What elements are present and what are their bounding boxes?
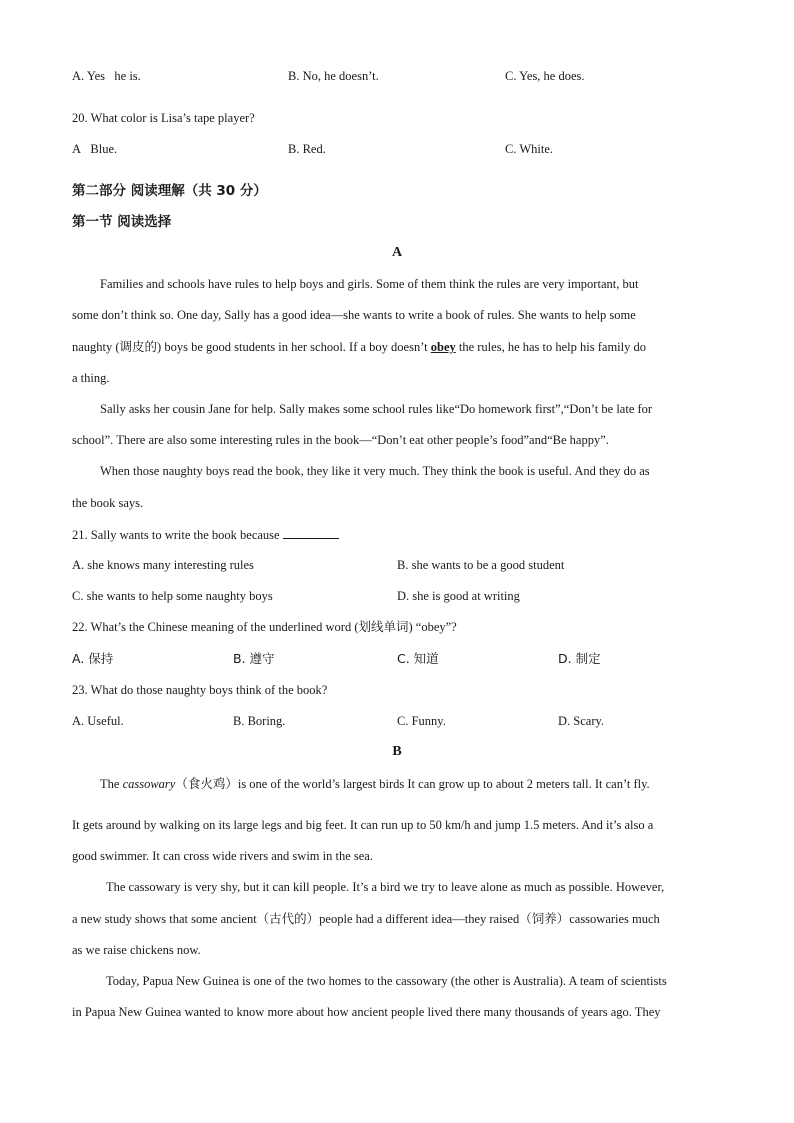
q21-option-d: D. she is good at writing <box>397 589 520 603</box>
q22-option-a: A. 保持 <box>72 651 114 666</box>
passage-b-line: The cassowary is very shy, but it can kill people. It’s a bird we try to leave alone as much as possible. However, <box>106 880 665 894</box>
section1-title: 第一节 阅读选择 <box>72 214 172 230</box>
passage-a-line: Families and schools have rules to help boys and girls. Some of them think the rules are very important, but <box>100 277 639 291</box>
passage-b-line: It gets around by walking on its large legs and big feet. It can run up to 50 km/h and jump 1.5 meters. And it’s also a <box>72 818 654 832</box>
passage-a-line: When those naughty boys read the book, they like it very much. They think the book is useful. And they do as <box>100 464 650 478</box>
q20-option-b: B. Red. <box>288 142 326 156</box>
q22-option-d: D. 制定 <box>558 651 601 666</box>
q19-option-c: C. Yes, he does. <box>505 69 585 83</box>
q23-option-c: C. Funny. <box>397 714 446 728</box>
italic-word-cassowary: cassowary <box>122 777 176 791</box>
part2-title: 第二部分 阅读理解（共 30 分） <box>72 183 267 199</box>
q21-option-b: B. she wants to be a good student <box>397 558 565 572</box>
passage-b-line: a new study shows that some ancient（古代的）people had a different idea—they raised（饲养）cassowaries much <box>72 912 660 926</box>
q23-option-d: D. Scary. <box>558 714 605 728</box>
q20-question: 20. What color is Lisa’s tape player? <box>72 111 255 125</box>
passage-b-line: Today, Papua New Guinea is one of the two homes to the cassowary (the other is Australia). A team of scientists <box>106 974 667 988</box>
underlined-word-obey: obey <box>430 340 456 354</box>
q22-option-c: C. 知道 <box>397 651 439 666</box>
q19-option-b: B. No, he doesn’t. <box>288 69 379 83</box>
passage-a-line: Sally asks her cousin Jane for help. Sally makes some school rules like“Do homework first”,“Don’t be late for <box>100 402 653 416</box>
q23-question: 23. What do those naughty boys think of the book? <box>72 683 328 697</box>
q21-option-c: C. she wants to help some naughty boys <box>72 589 273 603</box>
passage-a-line: a thing. <box>72 371 110 385</box>
passage-b-line: in Papua New Guinea wanted to know more about how ancient people lived there many thousands of years ago. They <box>72 1005 661 1019</box>
passage-a-line: school”. There are also some interesting rules in the book—“Don’t eat other people’s food”and“Be happy”. <box>72 433 609 447</box>
passage-a-line: naughty (调皮的) boys be good students in her school. If a boy doesn’t obey the rules, he has to help his family do <box>72 340 646 354</box>
q21-option-a: A. she knows many interesting rules <box>72 558 254 572</box>
q23-option-a: A. Useful. <box>72 714 124 728</box>
answer-blank <box>283 526 339 539</box>
passage-a-line: some don’t think so. One day, Sally has a good idea—she wants to write a book of rules. She wants to help some <box>72 308 636 322</box>
q23-option-b: B. Boring. <box>233 714 286 728</box>
passage-b-line: as we raise chickens now. <box>72 943 201 957</box>
passage-a-line: the book says. <box>72 496 144 510</box>
passage-b-line: The cassowary（食火鸡）is one of the world’s largest birds It can grow up to about 2 meters tall. It can’t fly. <box>100 777 650 791</box>
q21-question: 21. Sally wants to write the book because <box>72 526 339 543</box>
q19-option-a: A. Yes he is. <box>72 69 141 83</box>
q20-option-a: A Blue. <box>72 142 118 156</box>
passage-a-heading: A <box>391 245 403 260</box>
q22-question: 22. What’s the Chinese meaning of the underlined word (划线单词) “obey”? <box>72 620 457 634</box>
passage-b-heading: B <box>392 744 402 759</box>
passage-b-line: good swimmer. It can cross wide rivers and swim in the sea. <box>72 849 373 863</box>
q20-option-c: C. White. <box>505 142 554 156</box>
q22-option-b: B. 遵守 <box>233 651 275 666</box>
